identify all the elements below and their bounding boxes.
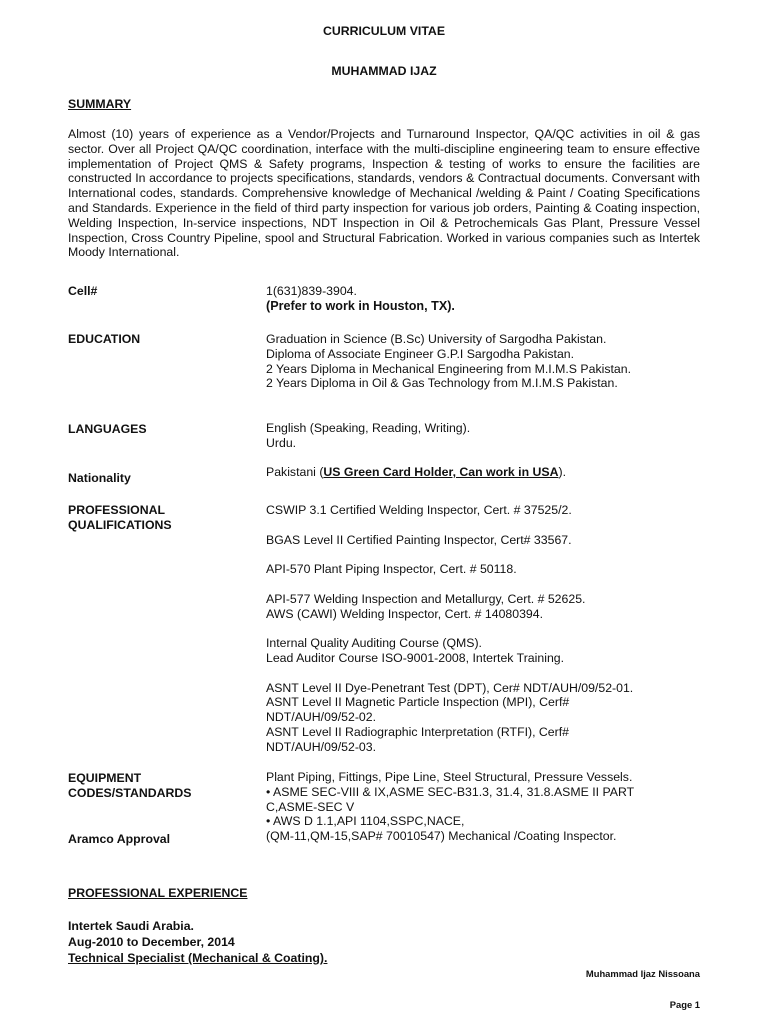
person-name (0, 64, 768, 79)
education-item: 2 Years Diploma in Oil & Gas Technology from M.I.M.S Pakistan. (266, 376, 618, 391)
qualification-item: BGAS Level II Certified Painting Inspector, Cert# 33567. (266, 532, 572, 547)
cell-label: Cell# (68, 284, 98, 298)
page-number: Page 1 (669, 999, 700, 1010)
equipment-item: Plant Piping, Fittings, Pipe Line, Steel Structural, Pressure Vessels. (266, 770, 633, 784)
nationality-label: Nationality (68, 471, 131, 485)
education-item: Graduation in Science (B.Sc) University of Sargodha Pakistan. (266, 332, 607, 346)
equipment-list (266, 770, 706, 844)
nationality-value (266, 465, 706, 480)
green-card-status: US Green Card Holder, Can work in USA (323, 465, 559, 479)
person-name-text: MUHAMMAD IJAZ (331, 64, 437, 78)
qualifications-label-line2: QUALIFICATIONS (68, 517, 172, 532)
equipment-item: • AWS D 1.1,API 1104,SSPC,NACE, (266, 814, 465, 829)
equipment-label-line2: CODES/STANDARDS (68, 785, 192, 800)
qualification-item: Internal Quality Auditing Course (QMS). (266, 636, 482, 651)
qualification-item: NDT/AUH/09/52-03. (266, 739, 377, 754)
qualification-item: API-570 Plant Piping Inspector, Cert. # 50118. (266, 562, 517, 577)
experience-heading: PROFESSIONAL EXPERIENCE (68, 886, 248, 900)
qualifications-label (68, 503, 248, 533)
qualification-item: Lead Auditor Course ISO-9001-2008, Intertek Training. (266, 650, 565, 665)
nationality-prefix: Pakistani ( (266, 465, 324, 479)
cell-note: (Prefer to work in Houston, TX). (266, 298, 455, 313)
experience-period: Aug-2010 to December, 2014 (68, 935, 235, 949)
document-title-text: CURRICULUM VITAE (322, 24, 446, 38)
experience-company: Intertek Saudi Arabia. (68, 919, 194, 933)
footer-name: Muhammad Ijaz Nissoana (585, 968, 700, 979)
equipment-item: C,ASME-SEC V (266, 799, 355, 814)
language-item: English (Speaking, Reading, Writing). (266, 421, 471, 435)
experience-role: Technical Specialist (Mechanical & Coating). (68, 951, 328, 965)
aramco-value: (QM-11,QM-15,SAP# 70010547) Mechanical /Coating Inspector. (266, 829, 617, 844)
qualification-item: ASNT Level II Radiographic Interpretation (RTFI), Cerf# (266, 724, 569, 739)
cell-number: 1(631)839-3904. (266, 284, 357, 298)
qualifications-label-line1: PROFESSIONAL (68, 503, 166, 517)
languages-label: LANGUAGES (68, 422, 147, 436)
nationality-suffix: ). (558, 465, 566, 479)
qualification-item: API-577 Welding Inspection and Metallurgy, Cert. # 52625. (266, 591, 586, 606)
education-label: EDUCATION (68, 332, 141, 346)
qualification-item: ASNT Level II Magnetic Particle Inspection (MPI), Cerf# (266, 695, 570, 710)
qualifications-list (266, 503, 706, 755)
document-title (0, 24, 768, 39)
equipment-item: • ASME SEC-VIII & IX,ASME SEC-B31.3, 31.4, 31.8.ASME II PART (266, 784, 635, 799)
summary-heading: SUMMARY (68, 97, 132, 111)
cell-value (266, 284, 706, 314)
aramco-label: Aramco Approval (68, 832, 171, 846)
nationality-line (266, 465, 706, 480)
equipment-label-line1: EQUIPMENT (68, 771, 142, 785)
qualification-item: AWS (CAWI) Welding Inspector, Cert. # 14080394. (266, 606, 544, 621)
education-list (266, 332, 706, 391)
language-item: Urdu. (266, 435, 297, 450)
qualification-item: ASNT Level II Dye-Penetrant Test (DPT), Cer# NDT/AUH/09/52-01. (266, 680, 634, 695)
equipment-label (68, 771, 248, 801)
qualification-item: NDT/AUH/09/52-02. (266, 710, 377, 725)
languages-list (266, 421, 706, 451)
education-item: Diploma of Associate Engineer G.P.I Sargodha Pakistan. (266, 346, 575, 361)
education-item: 2 Years Diploma in Mechanical Engineering from M.I.M.S Pakistan. (266, 361, 631, 376)
qualification-item: CSWIP 3.1 Certified Welding Inspector, Cert. # 37525/2. (266, 503, 572, 517)
summary-text: Almost (10) years of experience as a Vendor/Projects and Turnaround Inspector, QA/QC activities in oil & gas sector. Over all Project QA/QC coordination, interface with the multi-discipline engineering team to ensure effective implementation of Project QMS & Safety programs, Inspection & testing of works to ensure the facilities are constructed In accordance to projects specifications, standards, vendors & Contractual documents. Conversant with International codes, standards. Comprehensive knowledge of Mechanical /welding & Paint / Coating Specifications and Standards. Experience in the field of third party inspection for various job orders, Painting & Coating inspection, Welding Inspection, In-service inspections, NDT Inspection in Oil & Petrochemicals Gas Plant, Pressure Vessel Inspection, Cross Country Pipeline, spool and Structural Fabrication. Worked in various companies such as Intertek Moody International. (68, 127, 700, 260)
